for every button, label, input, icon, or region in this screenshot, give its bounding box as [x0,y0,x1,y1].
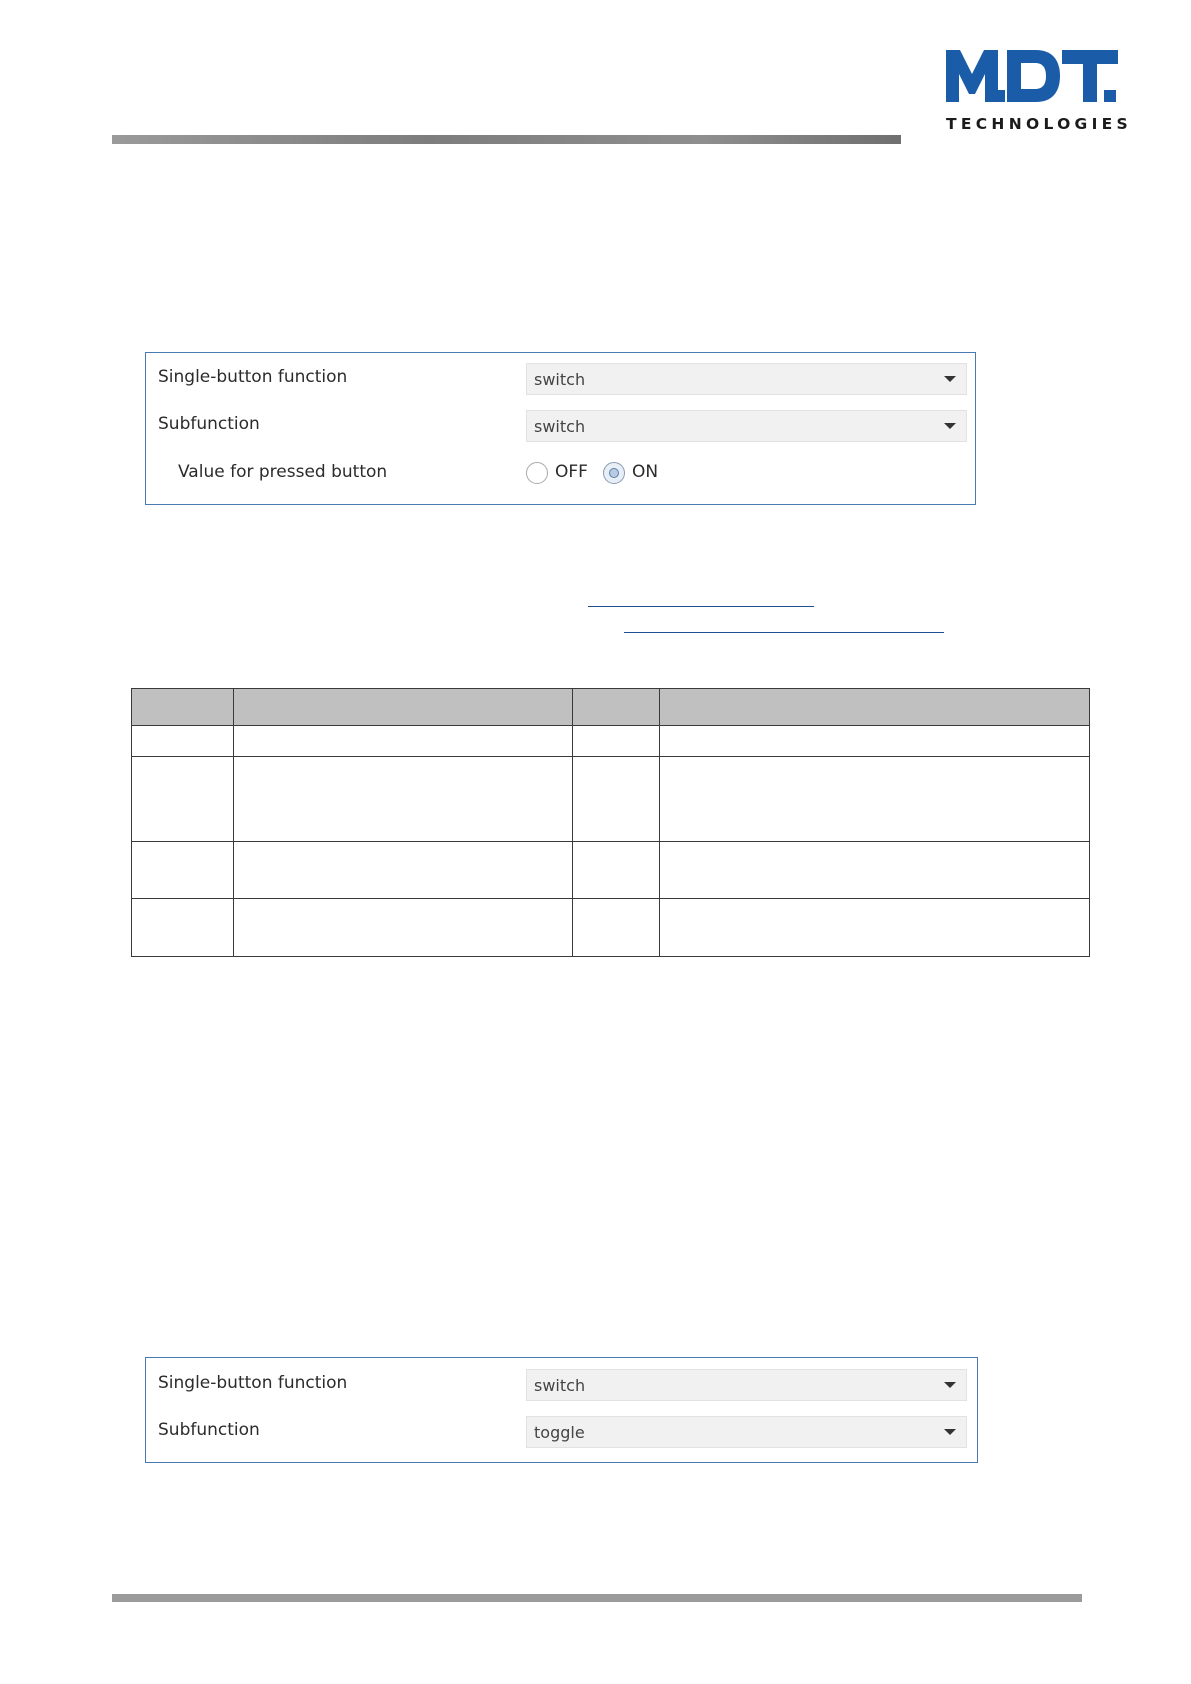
subfunction-select[interactable] [526,410,967,442]
communication-objects-table [131,688,1090,957]
table-cell [573,899,660,957]
table-cell [132,757,234,842]
chevron-down-icon [944,1382,956,1388]
chevron-down-icon [944,423,956,429]
parameter-panel-toggle [145,1357,978,1463]
table-cell [660,899,1090,957]
subfunction-value: switch [534,417,586,436]
table-cell [573,726,660,757]
subfunction-select[interactable] [526,1416,967,1448]
mdt-logo-mark [944,44,1120,106]
radio-on[interactable] [603,462,625,484]
header-rule [112,135,901,144]
table-cell [132,899,234,957]
subfunction-label: Subfunction [158,414,260,434]
subfunction-value: toggle [534,1423,585,1442]
table-cell [573,757,660,842]
radio-off-label: OFF [555,462,588,482]
table-row [132,899,1090,957]
table-cell [660,842,1090,899]
chevron-down-icon [944,1429,956,1435]
chevron-down-icon [944,376,956,382]
table-cell [573,842,660,899]
table-header-cell [573,689,660,726]
radio-off[interactable] [526,462,548,484]
radio-selected-dot [609,468,619,478]
table-header-cell [132,689,234,726]
single-button-function-label: Single-button function [158,367,348,387]
mdt-logo [944,44,1132,140]
logo-subtext: TECHNOLOGIES [946,115,1132,133]
link-underline[interactable] [588,606,814,607]
link-underline[interactable] [624,632,944,633]
radio-on-label: ON [632,462,659,482]
table-header-cell [234,689,573,726]
table-row [132,757,1090,842]
table-cell [132,726,234,757]
subfunction-label: Subfunction [158,1420,260,1440]
table-row [132,842,1090,899]
table-cell [234,842,573,899]
value-pressed-label: Value for pressed button [178,462,388,482]
single-button-function-select[interactable] [526,1369,967,1401]
table-cell [234,757,573,842]
table-cell [660,757,1090,842]
parameter-panel-switch [145,352,976,505]
footer-rule [112,1594,1082,1602]
single-button-function-value: switch [534,1376,586,1395]
single-button-function-label: Single-button function [158,1373,348,1393]
table-header-row [132,689,1090,726]
table-cell [234,899,573,957]
table-header-cell [660,689,1090,726]
table-cell [234,726,573,757]
single-button-function-select[interactable] [526,363,967,395]
table-row [132,726,1090,757]
table-cell [132,842,234,899]
single-button-function-value: switch [534,370,586,389]
table-cell [660,726,1090,757]
